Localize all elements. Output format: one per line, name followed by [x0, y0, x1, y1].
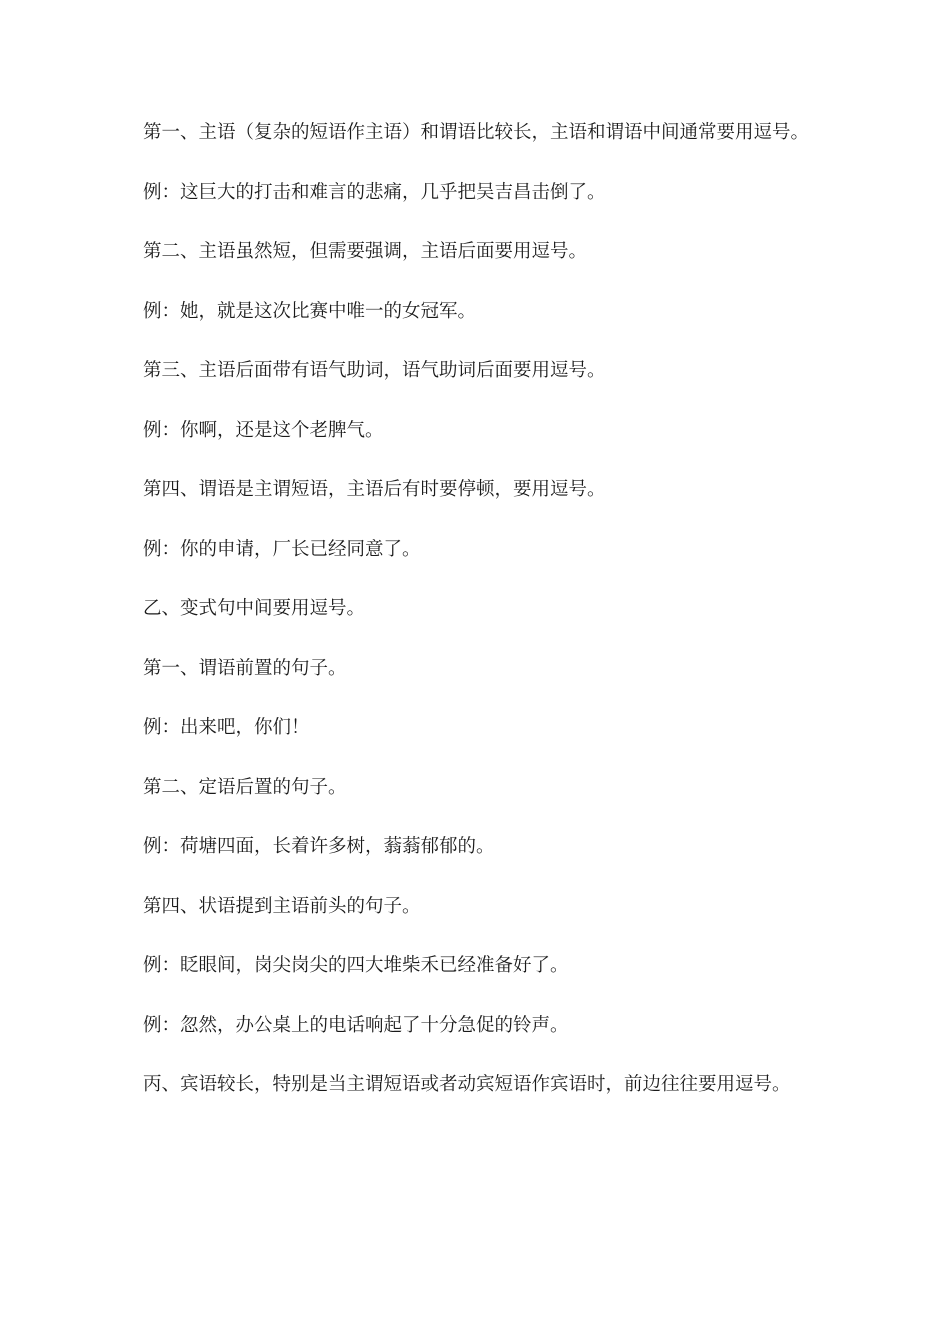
paragraph-example: 例：你啊，还是这个老脾气。: [143, 419, 384, 441]
paragraph-predicate-fronted: 第一、谓语前置的句子。: [143, 657, 347, 679]
paragraph-subject-emphasis: 第二、主语虽然短，但需要强调，主语后面要用逗号。: [143, 241, 588, 262]
paragraph-modal-particle: 第三、主语后面带有语气助词，语气助词后面要用逗号。: [143, 360, 606, 381]
paragraph-example: 例：出来吧，你们！: [143, 717, 310, 738]
paragraph-example: 例：你的申请，厂长已经同意了。: [143, 538, 421, 560]
paragraph-section-bing: 丙、宾语较长，特别是当主谓短语或者动宾短语作宾语时，前边往往要用逗号。: [143, 1074, 791, 1095]
paragraph-example: 例：忽然，办公桌上的电话响起了十分急促的铃声。: [143, 1014, 569, 1036]
paragraph-attributive-postposed: 第二、定语后置的句子。: [143, 776, 347, 798]
paragraph-example: 例：这巨大的打击和难言的悲痛，几乎把吴吉昌击倒了。: [143, 181, 606, 203]
paragraph-subject-long: 第一、主语（复杂的短语作主语）和谓语比较长，主语和谓语中间通常要用逗号。: [143, 122, 810, 143]
paragraph-example: 例：荷塘四面，长着许多树，蓊蓊郁郁的。: [143, 836, 495, 857]
paragraph-example: 例：眨眼间，岗尖岗尖的四大堆柴禾已经准备好了。: [143, 955, 569, 976]
document-body: [143, 114, 813, 1126]
paragraph-adverbial-fronted: 第四、状语提到主语前头的句子。: [143, 895, 421, 917]
paragraph-subject-predicate: 第四、谓语是主谓短语，主语后有时要停顿，要用逗号。: [143, 479, 606, 500]
paragraph-section-yi: 乙、变式句中间要用逗号。: [143, 598, 366, 619]
paragraph-example: 例：她，就是这次比赛中唯一的女冠军。: [143, 300, 477, 322]
